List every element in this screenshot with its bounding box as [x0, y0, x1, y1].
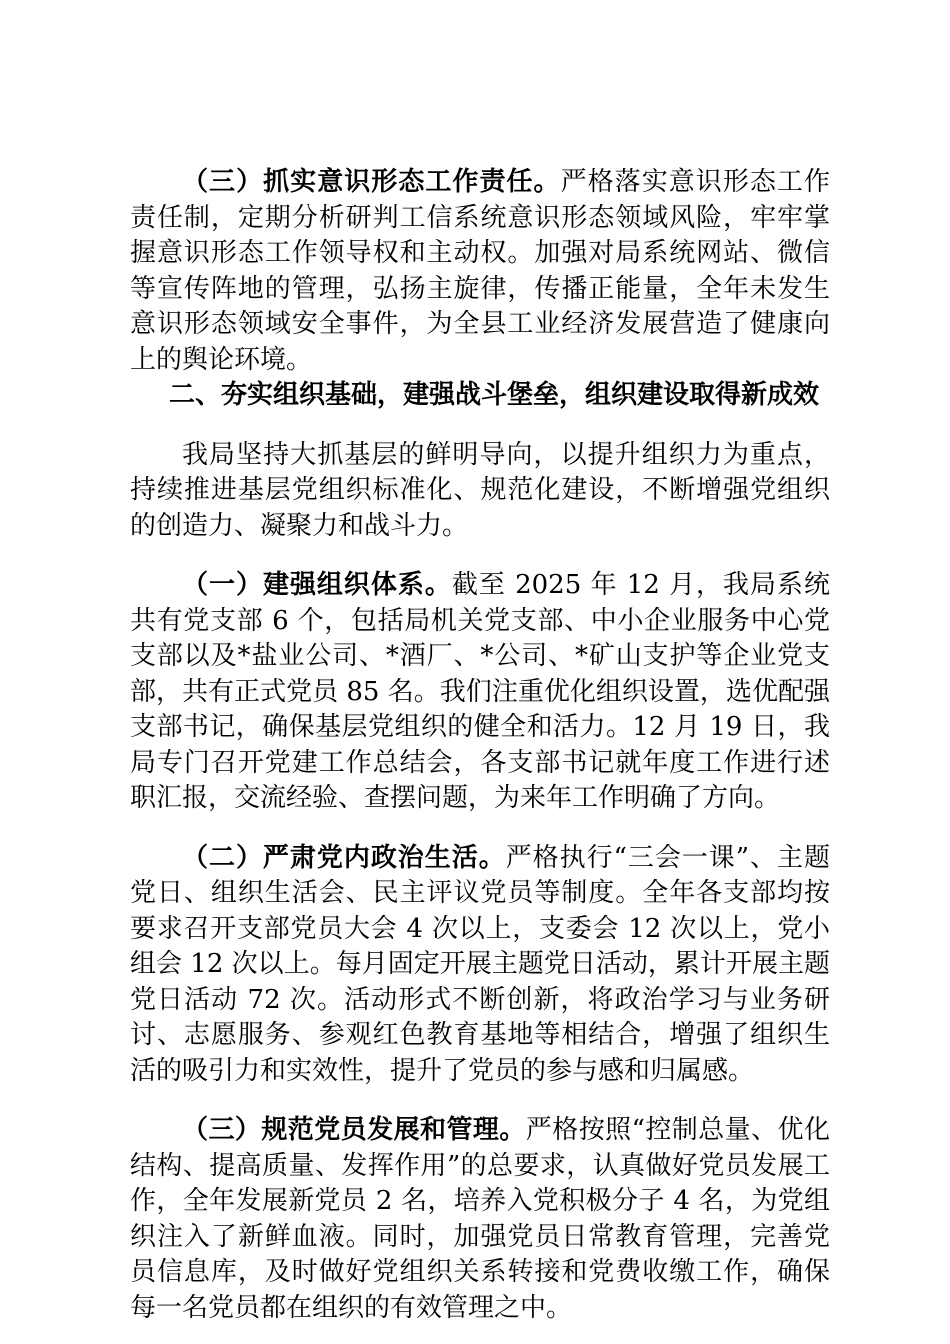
paragraph-body: 严格执行“三会一课”、主题党日、组织生活会、民主评议党员等制度。全年各支部均按要求召开支部党员大会 4 次以上，支委会 12 次以上，党小组会 12 次以上。每月固定开展主题党日活动，累计开展主题党日活动 72 次。活动形式不断创新，将政治学习与业务研讨、志愿服务、参观红色教育基地等相结合，增强了组织生活的吸引力和实效性，提升了党员的参与感和归属感。	[130, 842, 830, 1086]
paragraph-lead: （一）建强组织体系。	[182, 570, 452, 600]
paragraph-body: 严格落实意识形态工作责任制，定期分析研判工信系统意识形态领域风险，牢牢掌握意识形态工作领导权和主动权。加强对局系统网站、微信等宣传阵地的管理，弘扬主旋律，传播正能量，全年未发生意识形态领域安全事件，为全县工业经济发展营造了健康向上的舆论环境。	[130, 167, 830, 375]
section-intro: 我局坚持大抓基层的鲜明导向，以提升组织力为重点，持续推进基层党组织标准化、规范化建设，不断增强党组织的创造力、凝聚力和战斗力。	[130, 439, 830, 541]
paragraph-member-management	[130, 1113, 830, 1326]
paragraph-lead: （三）规范党员发展和管理。	[182, 1115, 526, 1145]
paragraph-body: 严格按照“控制总量、优化结构、提高质量、发挥作用”的总要求，认真做好党员发展工作，全年发展新党员 2 名，培养入党积极分子 4 名，为党组织注入了新鲜血液。同时，加强党员日常教育管理，完善党员信息库，及时做好党组织关系转接和党费收缴工作，确保每一名党员都在组织的有效管理之中。	[130, 1115, 830, 1323]
paragraph-organization-system	[130, 568, 830, 817]
section-heading: 二、夯实组织基础，建强战斗堡垒，组织建设取得新成效	[169, 380, 820, 410]
paragraph-body: 截至 2025 年 12 月，我局系统共有党支部 6 个，包括局机关党支部、中小企业服务中心党支部以及*盐业公司、*酒厂、*公司、*矿山支护等企业党支部，共有正式党员 85 名。我们注重优化组织设置，选优配强支部书记，确保基层党组织的健全和活力。12 月 19 日，我局专门召开党建工作总结会，各支部书记就年度工作进行述职汇报，交流经验、查摆问题，为来年工作明确了方向。	[130, 570, 830, 813]
paragraph-lead: （三）抓实意识形态工作责任。	[182, 167, 561, 197]
paragraph-ideology-responsibility	[130, 165, 830, 378]
paragraph-political-life	[130, 841, 830, 1090]
paragraph-lead: （二）严肃党内政治生活。	[182, 842, 506, 873]
document-page	[130, 165, 830, 1326]
